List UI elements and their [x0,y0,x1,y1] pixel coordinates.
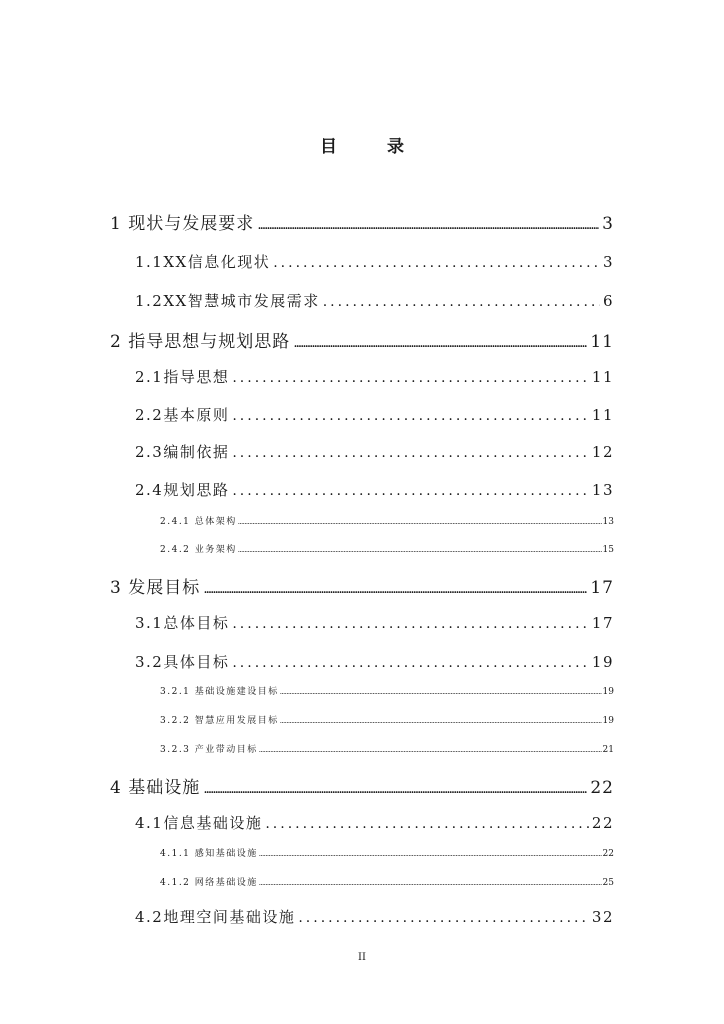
toc-entry-label: 1 现状与发展要求 [110,214,255,234]
toc-entry[interactable] [160,514,614,527]
toc-entry-page: 25 [602,878,614,888]
toc-entry-label: 2.4规划思路 [135,481,230,499]
toc-leader-dots [280,688,602,696]
toc-entry-page: 19 [591,653,614,671]
toc-entry[interactable] [160,742,614,755]
toc-entry-label: 2.1指导思想 [135,368,230,386]
toc-entry-page: 22 [602,849,614,859]
toc-entry-label: 4.1.2 网络基础设施 [160,878,258,888]
toc-leader-dots [232,616,589,632]
toc-entry-label: 3.2.1 基础设施建设目标 [160,687,279,697]
toc-entry-page: 3 [602,253,614,271]
toc-entry[interactable] [160,713,614,726]
toc-entry[interactable] [135,366,614,387]
toc-leader-dots [298,910,589,926]
toc-leader-dots [293,335,587,351]
toc-entry-page: 15 [602,545,614,555]
toc-entry[interactable] [110,573,614,598]
toc-entry-page: 17 [591,614,614,632]
toc-entry[interactable] [160,684,614,697]
toc-entry[interactable] [110,209,614,234]
toc-entry-page: 11 [590,332,614,352]
toc-entry-label: 3 发展目标 [110,578,201,598]
toc-leader-dots [259,879,602,887]
toc-leader-dots [232,370,589,386]
page-number: II [358,952,366,963]
toc-leader-dots [257,217,599,233]
toc-entry[interactable] [160,875,614,888]
toc-entry-page: 22 [590,778,614,798]
toc-entry-label: 3.1总体目标 [135,614,230,632]
toc-entry-label: 1.1XX信息化现状 [135,253,271,271]
toc-entry-label: 3.2具体目标 [135,653,230,671]
toc-entry[interactable] [135,612,614,633]
toc-leader-dots [232,655,589,671]
toc-entry-page: 13 [591,481,614,499]
toc-entry[interactable] [135,404,614,425]
toc-leader-dots [232,483,589,499]
toc-entry-label: 2.4.1 总体架构 [160,517,237,527]
toc-entry[interactable] [135,251,614,272]
toc-entry-label: 4.1.1 感知基础设施 [160,849,258,859]
toc-entry-label: 2.4.2 业务架构 [160,545,237,555]
toc-entry[interactable] [110,327,614,352]
toc-leader-dots [238,546,602,554]
toc-leader-dots [232,408,589,424]
toc-entry-page: 19 [602,687,614,697]
toc-entry-label: 2.2基本原则 [135,406,230,424]
toc-entry-page: 3 [602,214,614,234]
toc-entry-page: 6 [602,292,614,310]
toc-entry[interactable] [160,542,614,555]
toc-entry-label: 4.2地理空间基础设施 [135,908,296,926]
toc-entry-label: 3.2.2 智慧应用发展目标 [160,716,279,726]
toc-entry-page: 32 [591,908,614,926]
toc-entry-page: 22 [591,814,614,832]
toc-leader-dots [265,816,589,832]
toc-entry-label: 2.3编制依据 [135,443,230,461]
toc-entry[interactable] [135,651,614,672]
toc-leader-dots [203,581,587,597]
toc-entry-label: 1.2XX智慧城市发展需求 [135,292,320,310]
toc-leader-dots [259,746,602,754]
toc-entry[interactable] [135,906,614,927]
toc-leader-dots [238,518,602,526]
toc-entry[interactable] [135,290,614,311]
toc-entry-page: 21 [602,745,614,755]
toc-entry[interactable] [110,773,614,798]
toc-entry-label: 4 基础设施 [110,778,201,798]
toc-entry-label: 4.1信息基础设施 [135,814,263,832]
toc-entry-label: 3.2.3 产业带动目标 [160,745,258,755]
toc-entry[interactable] [135,479,614,500]
toc-leader-dots [273,255,600,271]
toc-entry[interactable] [160,846,614,859]
toc-entry-page: 11 [591,368,614,386]
toc-entry[interactable] [135,441,614,462]
toc-leader-dots [323,294,600,310]
toc-entry-page: 13 [602,517,614,527]
toc-entry-page: 12 [591,443,614,461]
toc-title: 目 录 [320,137,426,157]
toc-leader-dots [232,445,589,461]
toc-entry-label: 2 指导思想与规划思路 [110,332,291,352]
toc-entry-page: 19 [602,716,614,726]
toc-entry-page: 17 [590,578,614,598]
toc-leader-dots [259,850,602,858]
toc-entry[interactable] [135,812,614,833]
toc-leader-dots [280,717,602,725]
toc-entry-page: 11 [591,406,614,424]
toc-leader-dots [203,781,587,797]
